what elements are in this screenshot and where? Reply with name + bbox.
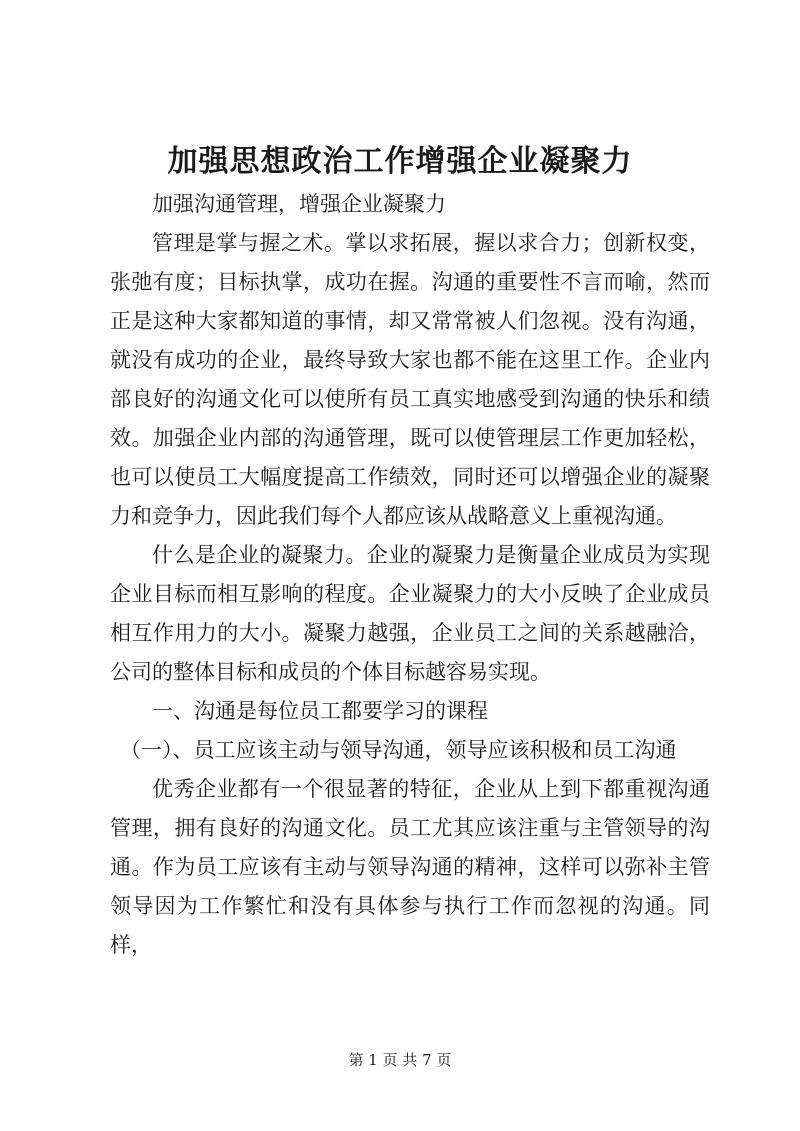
body-paragraph: 什么是企业的凝聚力。企业的凝聚力是衡量企业成员为实现企业目标而相互影响的程度。企业凝聚力的大小反映了企业成员相互作用力的大小。凝聚力越强，企业员工之间的关系越融洽，公司的整体目标和成员的个体目标越容易实现。 [110, 543, 710, 684]
subtitle-paragraph: 加强沟通管理，增强企业凝聚力 [152, 192, 446, 216]
section-heading: 一、沟通是每位员工都要学习的课程 [152, 699, 488, 723]
document-title: 加强思想政治工作增强企业凝聚力 [167, 144, 633, 179]
document-body [110, 185, 710, 965]
page-footer: 第 1 页 共 7 页 [348, 1051, 452, 1069]
body-paragraph: 管理是掌与握之术。掌以求拓展，握以求合力；创新权变，张弛有度；目标执掌，成功在握。沟通的重要性不言而喻，然而正是这种大家都知道的事情，却又常常被人们忽视。没有沟通，就没有成功的企业，最终导致大家也都不能在这里工作。企业内部良好的沟通文化可以使所有员工真实地感受到沟通的快乐和绩效。加强企业内部的沟通管理，既可以使管理层工作更加轻松，也可以使员工大幅度提高工作绩效，同时还可以增强企业的凝聚力和竞争力，因此我们每个人都应该从战略意义上重视沟通。 [110, 231, 710, 528]
body-paragraph: 优秀企业都有一个很显著的特征，企业从上到下都重视沟通管理，拥有良好的沟通文化。员工尤其应该注重与主管领导的沟通。作为员工应该有主动与领导沟通的精神，这样可以弥补主管领导因为工作繁忙和没有具体参与执行工作而忽视的沟通。同样， [110, 777, 710, 957]
subsection-heading: （一）、员工应该主动与领导沟通，领导应该积极和员工沟通 [120, 738, 677, 762]
